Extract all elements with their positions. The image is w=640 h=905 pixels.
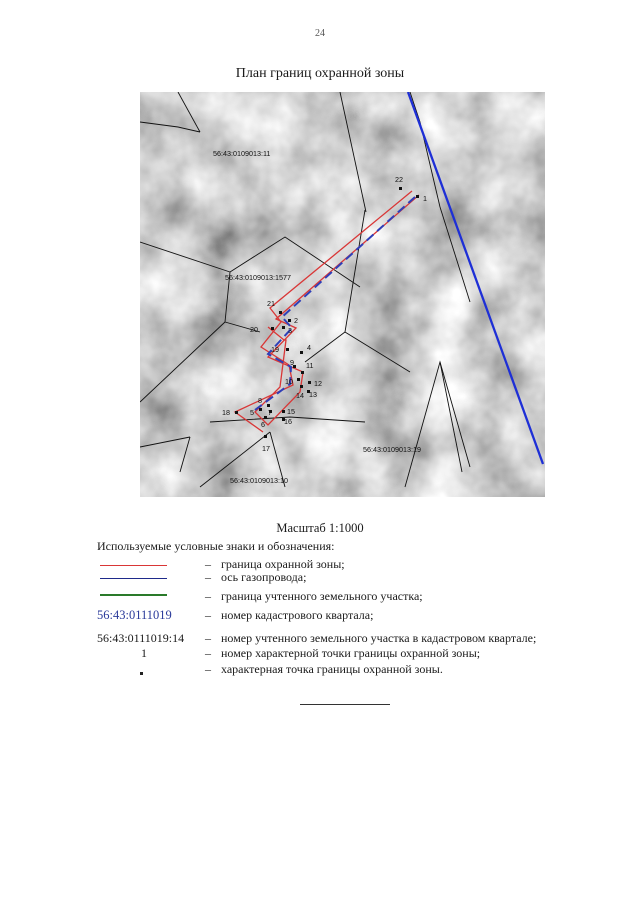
parcel-number-sample: 56:43:0111019:14	[97, 631, 185, 645]
point-label: 6	[261, 420, 265, 429]
point-label: 10	[285, 377, 293, 386]
point-label: 15	[287, 407, 295, 416]
legend-symbol	[97, 608, 197, 624]
point-label: 5	[250, 408, 254, 417]
point-label: 13	[309, 390, 317, 399]
legend-item-point	[97, 662, 617, 678]
parcel-label: 56:43:0109013:11	[213, 149, 271, 158]
legend-dash: –	[205, 646, 211, 660]
point-label: 4	[307, 343, 311, 352]
legend-dash: –	[205, 662, 211, 676]
signature-line	[300, 704, 390, 705]
cadastral-map	[140, 92, 545, 497]
legend-description: номер кадастрового квартала;	[221, 608, 374, 622]
legend-item-quarter-number	[97, 608, 617, 624]
legend-dash: –	[205, 589, 211, 603]
parcel-label: 56:43:0109013:10	[230, 476, 288, 485]
legend-item-gas-axis	[97, 570, 617, 586]
legend-dash: –	[205, 608, 211, 622]
red-line-symbol	[100, 565, 167, 566]
point-label: 9	[290, 358, 294, 367]
point-label: 3	[288, 326, 292, 335]
parcel-label: 56:43:0109013:1577	[225, 273, 291, 282]
legend-symbol	[97, 631, 197, 647]
legend-item-parcel-boundary	[97, 589, 617, 605]
plan-title: План границ охранной зоны	[235, 66, 405, 81]
point-label: 18	[222, 408, 230, 417]
scale-label: Масштаб 1:1000	[276, 521, 364, 535]
point-label: 1	[423, 194, 427, 203]
point-label: 20	[250, 325, 258, 334]
point-number-sample: 1	[141, 646, 147, 660]
legend-symbol	[97, 570, 197, 586]
point-symbol	[140, 672, 143, 675]
point-label: 11	[306, 361, 314, 370]
point-label: 7	[268, 408, 272, 417]
legend-header: Используемые условные знаки и обозначения:	[97, 539, 335, 553]
point-label: 16	[284, 417, 292, 426]
legend-dash: –	[205, 631, 211, 645]
blue-line-symbol	[100, 578, 167, 579]
legend-dash: –	[205, 557, 211, 571]
legend-symbol	[97, 646, 197, 662]
point-label: 19	[271, 345, 279, 354]
point-label: 12	[314, 379, 322, 388]
legend-item-point-number	[97, 646, 617, 662]
legend-description: ось газопровода;	[221, 570, 307, 584]
page-number: 24	[315, 28, 325, 39]
green-line-symbol	[100, 594, 167, 596]
aerial-photo-background	[140, 92, 545, 497]
parcel-label: 56:43:0109013:19	[363, 445, 421, 454]
legend-symbol	[97, 589, 197, 605]
point-label: 14	[296, 391, 304, 400]
quarter-number-sample: 56:43:0111019	[97, 608, 172, 622]
legend-symbol	[97, 662, 197, 678]
point-label: 22	[395, 175, 403, 184]
point-label: 8	[258, 396, 262, 405]
legend-description: характерная точка границы охранной зоны.	[221, 662, 443, 676]
point-label: 2	[294, 316, 298, 325]
legend-description: номер характерной точки границы охранной зоны;	[221, 646, 481, 660]
legend-description: граница охранной зоны;	[221, 557, 345, 571]
point-label: 17	[262, 444, 270, 453]
map-svg	[140, 92, 545, 497]
legend-description: граница учтенного земельного участка;	[221, 589, 423, 603]
legend-item-parcel-number	[97, 631, 617, 647]
point-label: 21	[267, 299, 275, 308]
legend-dash: –	[205, 570, 211, 584]
legend-description: номер учтенного земельного участка в кадастровом квартале;	[221, 631, 537, 645]
